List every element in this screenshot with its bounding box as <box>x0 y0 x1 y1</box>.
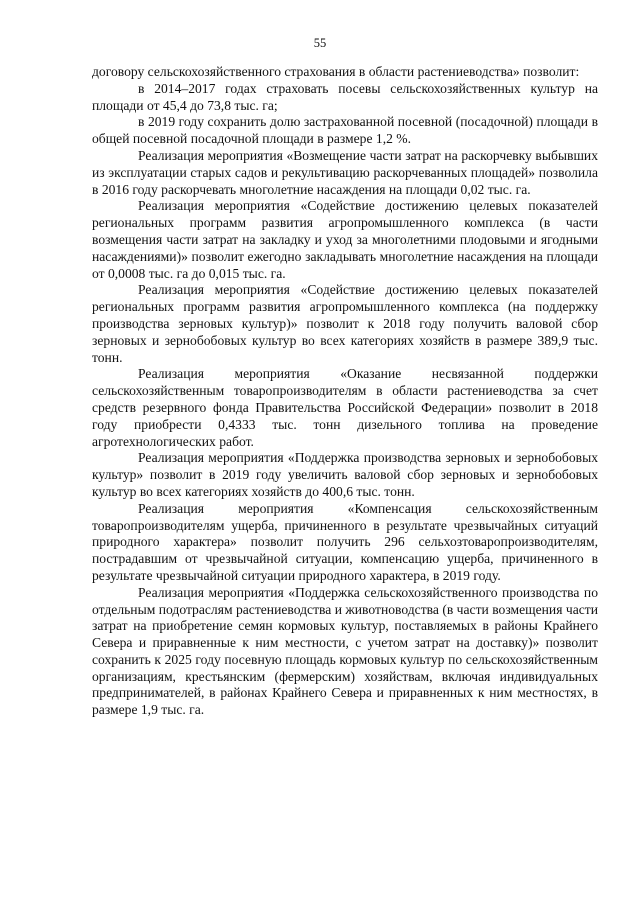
paragraph-insurance-2019: в 2019 году сохранить долю застрахованной посевной (посадочной) площади в общей посевной посадочной площади в размере 1,2 %. <box>92 114 598 147</box>
paragraph-grain-legume-support: Реализация мероприятия «Поддержка производства зерновых и зернобобовых культур» позволит в 2019 году увеличить валовой сбор зерновых и зернобобовых культур во всех категориях хозяйств до 400,6 тыс. тонн. <box>92 450 598 499</box>
paragraph-uprooting-orchards: Реализация мероприятия «Возмещение части затрат на раскорчевку выбывших из эксплуатации старых садов и рекультивацию раскорчеванных площадей» позволила в 2016 году раскорчевать многолетние насаждения на площади 0,02 тыс. га. <box>92 147 598 197</box>
paragraph-far-north-forage: Реализация мероприятия «Поддержка сельскохозяйственного производства по отдельным подотраслям растениеводства и животноводства (в части возмещения части затрат на приобретение семян кормовых культур, поставляемых в районы Крайнего Севера и приравненные к ним местности, с учетом затрат на доставку)» позволит сохранить к 2025 году посевную площадь кормовых культур по сельскохозяйственным организациям, крестьянским (фермерским) хозяйствам, включая индивидуальных предпринимателей, в районах Крайнего Севера и приравненных к ним местностях, в размере 1,9 тыс. га. <box>92 584 598 718</box>
paragraph-grain-production-support: Реализация мероприятия «Содействие достижению целевых показателей региональных программ развития агропромышленного комплекса (на поддержку производства зерновых культур)» позволит к 2018 году получить валовой сбор зерновых и зернобобовых культур во всех категориях хозяйств в размере 389,9 тыс. тонн. <box>92 282 598 365</box>
paragraph-insurance-2014-2017: в 2014–2017 годах страховать посевы сельскохозяйственных культур на площади от 45,4 до 73,8 тыс. га; <box>92 80 598 113</box>
paragraph-continuation: договору сельскохозяйственного страхования в области растениеводства» позволит: <box>92 64 580 79</box>
paragraph-emergency-compensation: Реализация мероприятия «Компенсация сельскохозяйственным товаропроизводителям ущерба, причиненного в результате чрезвычайных ситуаций природного характера» позволит получить 296 сельхозтоваропроизводителям, пострадавшим от чрезвычайной ситуации, компенсацию ущерба, причиненного в результате чрезвычайной ситуации природного характера, в 2019 году. <box>92 500 598 583</box>
paragraph-perennial-plantings: Реализация мероприятия «Содействие достижению целевых показателей региональных программ развития агропромышленного комплекса (в части возмещения части затрат на закладку и уход за многолетними плодовыми и ягодными насаждениями)» позволит ежегодно закладывать многолетние насаждения на площади от 0,0008 тыс. га до 0,015 тыс. га. <box>92 198 598 281</box>
page-number: 55 <box>313 36 327 50</box>
paragraph-unrelated-support: Реализация мероприятия «Оказание несвязанной поддержки сельскохозяйственным товаропроизводителям в области растениеводства за счет средств резервного фонда Правительства Российской Федерации» позволит в 2018 году приобрести 0,4333 тыс. тонн дизельного топлива на проведение агротехнологических работ. <box>92 366 598 449</box>
document-body <box>92 64 598 719</box>
